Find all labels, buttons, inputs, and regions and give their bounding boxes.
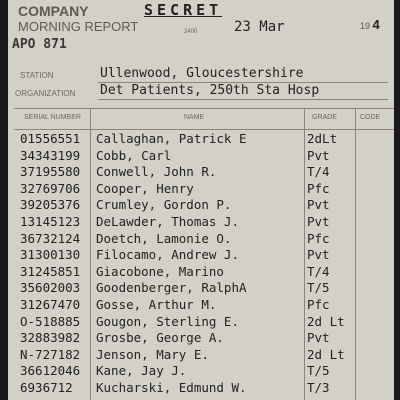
classification-stamp: SECRET [144, 1, 223, 19]
period-caption: 2400 [184, 29, 198, 35]
table-row [14, 313, 394, 330]
table-row [14, 263, 394, 280]
serial-number-cell: 6936712 [20, 379, 73, 395]
grade-cell: T/5 [307, 363, 330, 379]
code-column-header: CODE [360, 114, 381, 121]
serial-number-cell: 39205376 [20, 197, 81, 213]
table-row [14, 180, 394, 197]
serial-number-cell: 31245851 [20, 263, 81, 279]
grade-cell: T/5 [307, 280, 330, 296]
station-value: Ullenwood, Gloucestershire [100, 66, 304, 81]
name-cell: Kucharski, Edmund W. [96, 379, 247, 395]
grade-cell: Pfc [307, 230, 330, 246]
grade-cell: 2dLt [307, 131, 338, 146]
serial-number-cell: 01556551 [20, 131, 81, 146]
serial-number-cell: 31300130 [20, 247, 81, 263]
serial-number-cell: 37195580 [20, 164, 81, 180]
serial-number-cell: 34343199 [20, 147, 81, 163]
name-cell: Grosbe, George A. [96, 330, 224, 346]
name-cell: Cooper, Henry [96, 180, 194, 196]
name-column-header: NAME [184, 114, 205, 121]
organization-underline [98, 99, 388, 100]
table-row [14, 230, 394, 247]
name-cell: Goodenberger, RalphA [96, 280, 247, 296]
table-row [14, 379, 394, 396]
table-row [14, 163, 394, 180]
table-row [14, 246, 394, 263]
report-year [360, 17, 380, 32]
grade-cell: Pfc [307, 180, 330, 196]
name-cell: Doetch, Lamonie O. [96, 230, 232, 246]
apo-number: APO 871 [12, 37, 67, 52]
grade-cell: 2d Lt [307, 313, 345, 329]
grade-cell: T/4 [307, 263, 330, 279]
year-digit: 4 [372, 17, 380, 32]
grade-cell: Pfc [307, 296, 330, 312]
year-prefix: 19 [360, 21, 371, 31]
name-cell: Jenson, Mary E. [96, 346, 209, 362]
organization-label: ORGANIZATION [15, 89, 76, 98]
table-row [14, 213, 394, 230]
grade-cell: Pvt [307, 197, 330, 213]
table-row [14, 396, 394, 400]
grade-cell: Pvt [307, 213, 330, 229]
table-row [14, 346, 394, 363]
grade-cell: Pvt [307, 147, 330, 163]
table-row [14, 147, 394, 164]
name-cell: Conwell, John R. [96, 164, 217, 180]
name-cell: Callaghan, Patrick E [96, 131, 247, 146]
name-cell: Giacobone, Marino [96, 263, 224, 279]
grade-cell: 2d Lt [307, 346, 345, 362]
name-cell: Crumley, Gordon P. [96, 197, 232, 213]
grade-cell: Pvt [307, 247, 330, 263]
table-row [14, 196, 394, 213]
serial-number-cell: N-727182 [20, 346, 81, 362]
serial-number-cell: O-518885 [20, 313, 81, 329]
name-cell: Kane, Jay J. [96, 363, 187, 379]
morning-report-label: MORNING REPORT [18, 19, 139, 34]
table-header [14, 108, 394, 130]
name-cell: Gosse, Arthur M. [96, 296, 217, 312]
grade-cell: T/3 [307, 379, 330, 395]
table-row [14, 130, 394, 147]
serial-number-cell: 36732124 [20, 230, 81, 246]
table-row [14, 329, 394, 346]
company-label: COMPANY [18, 3, 89, 19]
serial-number-cell: 32769706 [20, 180, 81, 196]
grade-cell: Pvt [307, 330, 330, 346]
table-row [14, 296, 394, 313]
name-cell: DeLawder, Thomas J. [96, 213, 239, 229]
name-cell: Cobb, Carl [96, 147, 172, 163]
report-date: 23 Mar [234, 19, 285, 35]
grade-column-header: GRADE [312, 114, 337, 121]
name-cell: Gougon, Sterling E. [96, 313, 239, 329]
name-cell: Filocamo, Andrew J. [96, 247, 239, 263]
organization-value: Det Patients, 250th Sta Hosp [100, 83, 320, 98]
serial-number-cell: 13145123 [20, 213, 81, 229]
serial-number-cell: 31267470 [20, 296, 81, 312]
table-row [14, 362, 394, 379]
station-label: STATION [20, 71, 54, 80]
grade-cell: T/4 [307, 164, 330, 180]
serial-number-cell: 32883982 [20, 330, 81, 346]
serial-number-cell: 36612046 [20, 363, 81, 379]
personnel-table [14, 108, 394, 400]
table-body [14, 130, 394, 400]
serial-number-cell: 35602003 [20, 280, 81, 296]
table-row [14, 279, 394, 296]
morning-report-form [8, 0, 394, 400]
serial-column-header: SERIAL NUMBER [24, 114, 81, 121]
